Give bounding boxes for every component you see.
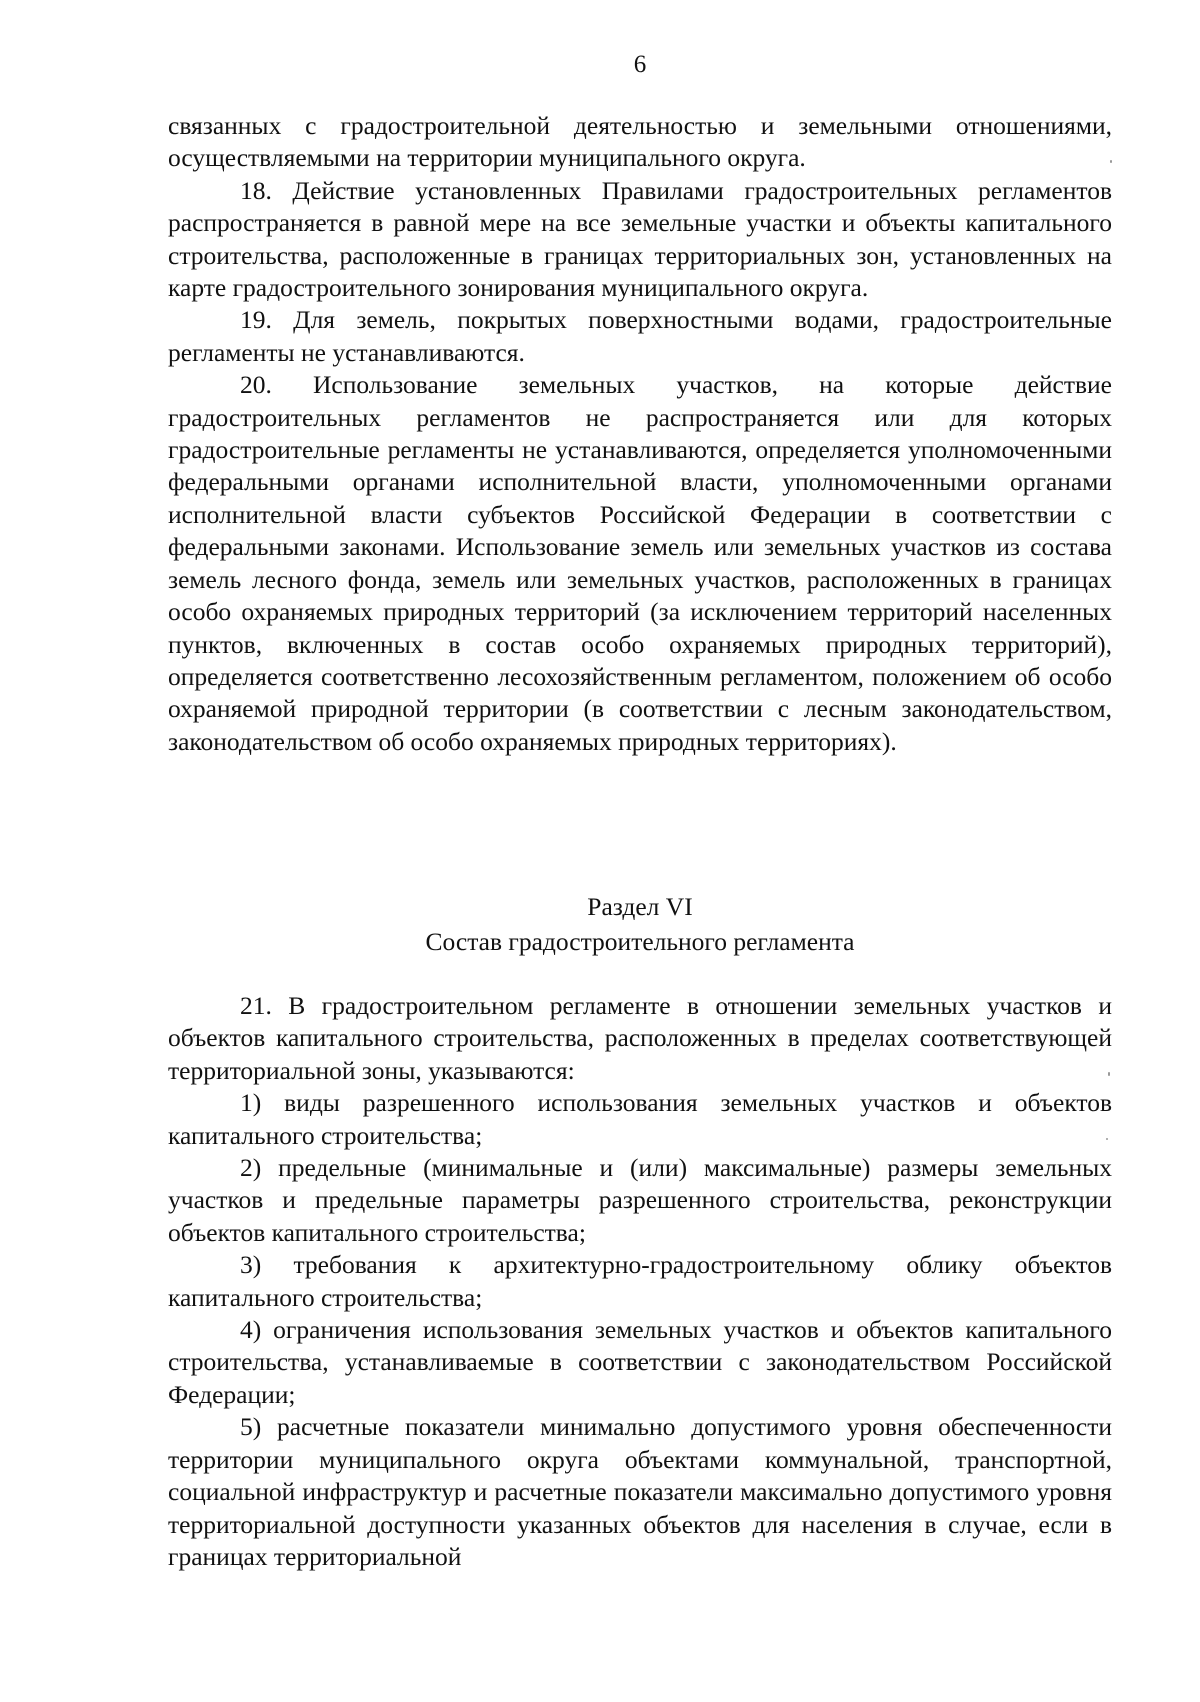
body-text-before-section	[168, 110, 1112, 758]
page-number: 6	[633, 51, 647, 78]
scan-speck	[1106, 1138, 1108, 1140]
body-text-after-section	[168, 990, 1112, 1573]
list-item-5: 5) расчетные показатели минимально допустимого уровня обеспеченности территории муниципального округа объектами коммунальной, транспортной, социальной инфраструктур и расчетные показатели максимально допустимого уровня территориальной доступности указанных объектов для населения в случае, если в границах территориальной	[168, 1412, 1112, 1571]
section-label: Раздел VI	[587, 892, 693, 921]
list-item-1: 1) виды разрешенного использования земельных участков и объектов капитального строительства;	[168, 1088, 1112, 1150]
section-title: Состав градостроительного регламента	[425, 927, 855, 956]
paragraph-19: 19. Для земель, покрытых поверхностными водами, градостроительные регламенты не устанавливаются.	[168, 305, 1112, 367]
paragraph-continuation: связанных с градостроительной деятельностью и земельными отношениями, осуществляемыми на территории муниципального округа.	[168, 111, 1112, 173]
list-item-4: 4) ограничения использования земельных участков и объектов капитального строительства, устанавливаемые в соответствии с законодательством Российской Федерации;	[168, 1315, 1112, 1409]
paragraph-21: 21. В градостроительном регламенте в отношении земельных участков и объектов капитального строительства, расположенных в пределах соответствующей территориальной зоны, указываются:	[168, 991, 1112, 1085]
list-item-2: 2) предельные (минимальные и (или) максимальные) размеры земельных участков и предельные параметры разрешенного строительства, реконструкции объектов капитального строительства;	[168, 1153, 1112, 1247]
scan-speck	[1110, 160, 1112, 163]
paragraph-18: 18. Действие установленных Правилами градостроительных регламентов распространяется в равной мере на все земельные участки и объекты капитального строительства, расположенные в границах территориальных зон, установленных на карте градостроительного зонирования муниципального округа.	[168, 175, 1112, 303]
paragraph-20: 20. Использование земельных участков, на которые действие градостроительных регламентов не распространяется или для которых градостроительные регламенты не устанавливаются, определяется уполномоченными федеральными органами исполнительной власти, уполномоченными органами исполнительной власти субъектов Российской Федерации в соответствии с федеральными законами. Использование земель или земельных участков из состава земель лесного фонда, земель или земельных участков, расположенных в границах особо охраняемых природных территорий (за исключением территорий населенных пунктов, включенных в состав особо охраняемых природных территорий), определяется соответственно лесохозяйственным регламентом, положением об особо охраняемой природной территории (в соответствии с лесным законодательством, законодательством об особо охраняемых природных территориях).	[168, 370, 1112, 756]
scan-speck	[1108, 1072, 1110, 1076]
list-item-3: 3) требования к архитектурно-градостроительному облику объектов капитального строительства;	[168, 1250, 1112, 1312]
